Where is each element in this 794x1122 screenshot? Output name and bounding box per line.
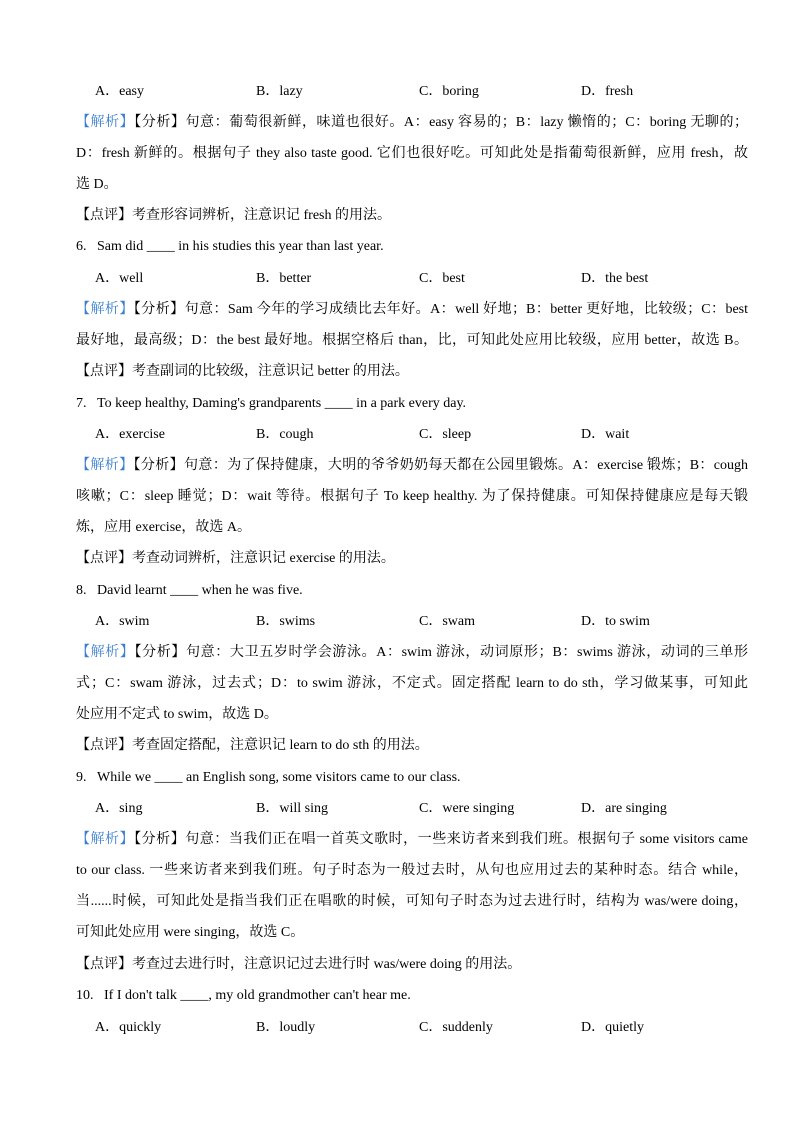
- analysis-line: 当......时候，可知此处是指当我们正在唱歌的时候，可知句子时态为过去进行时，结构为 was/were doing，: [76, 894, 748, 909]
- option-d: D．fresh: [581, 84, 634, 99]
- analysis-label: 【解析】: [76, 645, 135, 660]
- option-a: A．sing: [95, 801, 143, 816]
- analysis-line: 咳嗽；C：sleep 睡觉；D：wait 等待。根据句子 To keep healthy. 为了保持健康。可知保持健康应是每天锻: [76, 489, 748, 504]
- analysis-line: 可知此处应用 were singing，故选 C。: [76, 925, 305, 940]
- question-8: 8. David learnt ____ when he was five.: [76, 583, 303, 598]
- analysis-line: to our class. 一些来访者来到我们班。句子时态为一般过去时，从句也应用过去的某种时态。结合 while，: [76, 863, 748, 878]
- option-b: B．will sing: [256, 801, 328, 816]
- option-d: D．the best: [581, 271, 649, 286]
- question-7: 7. To keep healthy, Daming's grandparents ____ in a park every day.: [76, 396, 467, 411]
- analysis-line: 【解析】【分析】句意：葡萄很新鲜，味道也很好。A：easy 容易的；B：lazy 懒惰的；C：boring 无聊的；: [76, 115, 749, 130]
- analysis-label: 【解析】: [76, 302, 134, 317]
- option-d: D．quietly: [581, 1020, 644, 1035]
- option-c: C．boring: [419, 84, 479, 99]
- question-6: 6. Sam did ____ in his studies this year than last year.: [76, 239, 384, 254]
- analysis-label: 【解析】: [76, 458, 134, 473]
- option-c: C．sleep: [419, 427, 472, 442]
- option-b: B．cough: [256, 427, 314, 442]
- analysis-line: 选 D。: [76, 177, 118, 192]
- analysis-line: D：fresh 新鲜的。根据句子 they also taste good. 它们也很好吃。可知此处是指葡萄很新鲜，应用 fresh，故: [76, 146, 748, 161]
- analysis-label: 【解析】: [76, 832, 135, 847]
- analysis-line: 【解析】【分析】句意：Sam 今年的学习成绩比去年好。A：well 好地；B：better 更好地，比较级；C：best: [76, 302, 749, 317]
- option-b: B．lazy: [256, 84, 303, 99]
- option-d: D．to swim: [581, 614, 650, 629]
- analysis-line: 炼，应用 exercise，故选 A。: [76, 520, 251, 535]
- comment-line: 【点评】考查固定搭配，注意识记 learn to do sth 的用法。: [76, 738, 429, 753]
- option-a: A．easy: [95, 84, 144, 99]
- analysis-label: 【解析】: [76, 115, 135, 130]
- comment-line: 【点评】考查过去进行时，注意识记过去进行时 was/were doing 的用法。: [76, 957, 522, 972]
- analysis-line: 处应用不定式 to swim，故选 D。: [76, 707, 278, 722]
- option-b: B．better: [256, 271, 312, 286]
- analysis-line: 【解析】【分析】句意：当我们正在唱一首英文歌时，一些来访者来到我们班。根据句子 some visitors came: [76, 832, 749, 847]
- comment-line: 【点评】考查动词辨析，注意识记 exercise 的用法。: [76, 551, 395, 566]
- option-c: C．swam: [419, 614, 475, 629]
- option-b: B．loudly: [256, 1020, 316, 1035]
- analysis-line: 【解析】【分析】句意：为了保持健康，大明的爷爷奶奶每天都在公园里锻炼。A：exercise 锻炼；B：cough: [76, 458, 749, 473]
- question-9: 9. While we ____ an English song, some visitors came to our class.: [76, 770, 461, 785]
- option-a: A．well: [95, 271, 144, 286]
- option-c: C．were singing: [419, 801, 515, 816]
- analysis-line: 【解析】【分析】句意：大卫五岁时学会游泳。A：swim 游泳，动词原形；B：swims 游泳，动词的三单形: [76, 645, 749, 660]
- option-b: B．swims: [256, 614, 316, 629]
- comment-line: 【点评】考查副词的比较级，注意识记 better 的用法。: [76, 364, 409, 379]
- option-d: D．wait: [581, 427, 630, 442]
- option-a: A．quickly: [95, 1020, 162, 1035]
- analysis-line: 式；C：swam 游泳，过去式；D：to swim 游泳，不定式。固定搭配 learn to do sth，学习做某事，可知此: [76, 676, 748, 691]
- option-d: D．are singing: [581, 801, 667, 816]
- question-10: 10. If I don't talk ____, my old grandmother can't hear me.: [76, 988, 411, 1003]
- analysis-line: 最好地，最高级；D：the best 最好地。根据空格后 than，比，可知此处应用比较级，应用 better，故选 B。: [76, 333, 748, 348]
- option-a: A．exercise: [95, 427, 165, 442]
- option-a: A．swim: [95, 614, 150, 629]
- option-c: C．best: [419, 271, 465, 286]
- option-c: C．suddenly: [419, 1020, 493, 1035]
- comment-line: 【点评】考查形容词辨析，注意识记 fresh 的用法。: [76, 208, 391, 223]
